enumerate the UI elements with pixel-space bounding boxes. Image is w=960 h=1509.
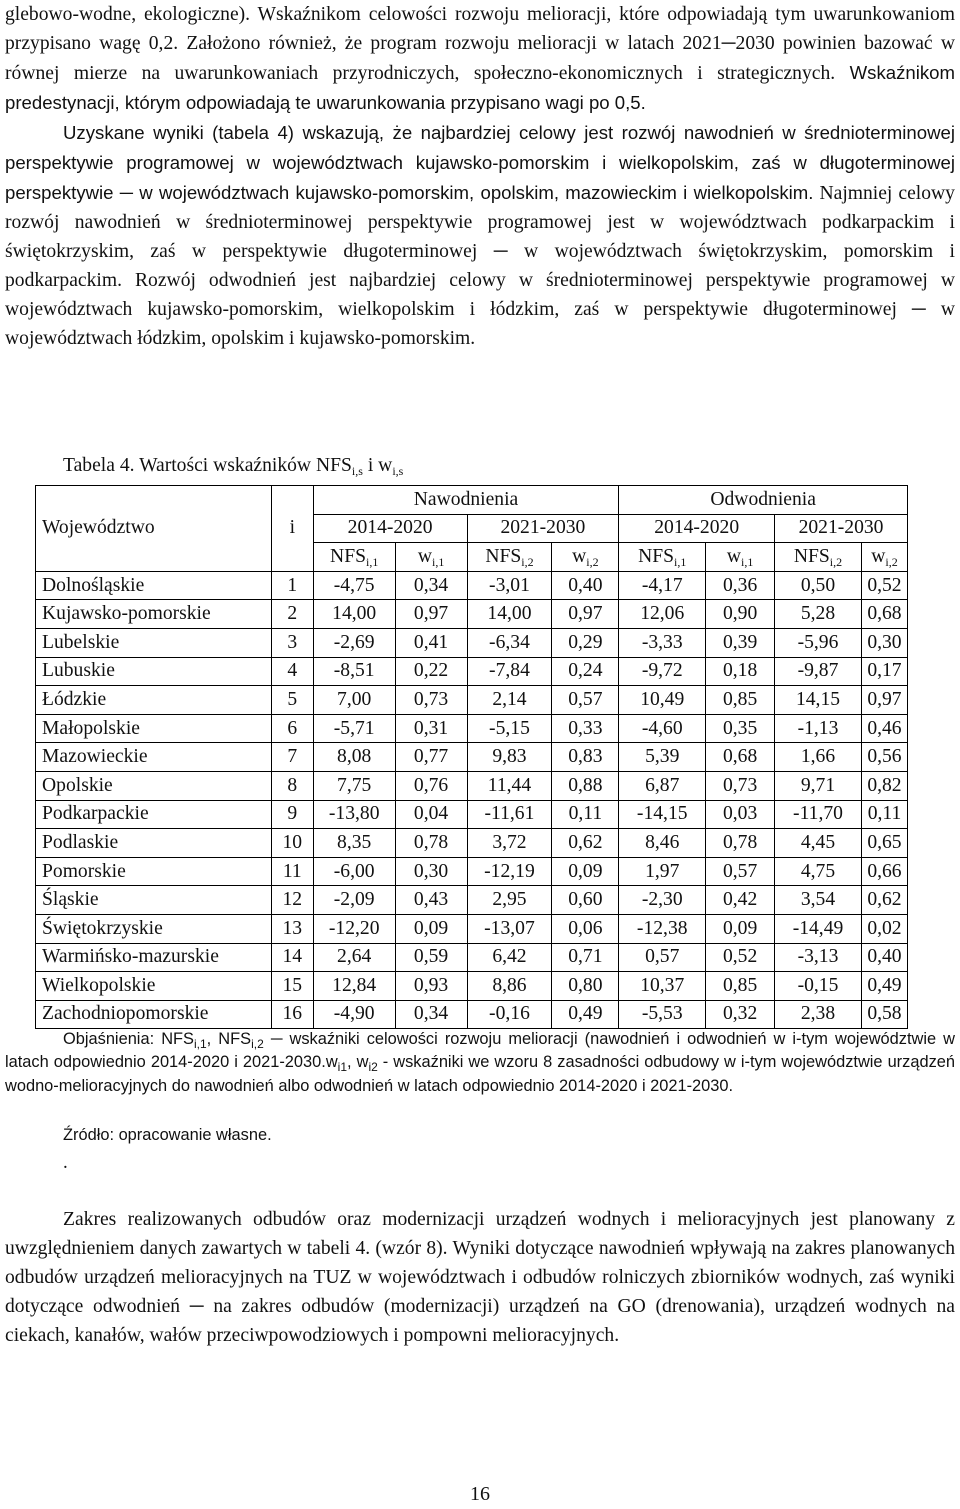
cell-value: -11,70 [775,800,862,829]
cell-value: -0,16 [467,1000,552,1029]
header-nfs-i1: $NFS_{i,1}$ [313,543,395,572]
cell-value: 2,38 [775,1000,862,1029]
cell-index: 4 [271,657,313,686]
cell-index: 11 [271,857,313,886]
cell-value: 0,36 [706,571,775,600]
cell-value: 0,40 [861,943,907,972]
cell-value: -3,33 [619,628,706,657]
cell-index: 3 [271,628,313,657]
cell-value: -6,34 [467,628,552,657]
cell-value: -3,13 [775,943,862,972]
cell-value: 0,77 [395,743,467,772]
cell-value: 0,57 [706,857,775,886]
cell-value: -5,15 [467,714,552,743]
header-w-i1: $w_{i,1}$ [395,543,467,572]
cell-value: -4,17 [619,571,706,600]
cell-value: 0,32 [706,1000,775,1029]
cell-wojewodztwo: Śląskie [36,886,272,915]
cell-wojewodztwo: Warmińsko-mazurskie [36,943,272,972]
cell-value: 0,09 [552,857,619,886]
table-row [36,628,908,657]
cell-value: 14,15 [775,686,862,715]
header-nawodnienia: Nawodnienia [313,486,619,515]
cell-value: 0,03 [706,800,775,829]
cell-value: 0,83 [552,743,619,772]
cell-index: 10 [271,829,313,858]
table-row [36,600,908,629]
paragraph-results-text-a: Uzyskane wyniki (tabela 4) wskazują, że najbardziej celowy jest rozwój nawodnień w średnioterminowej perspektywie programowej w województwach kujawsko-pomorskim i wielkopolskim, zaś w długoterminowej perspektywie ─ w województwach kujawsko-pomorskim, opolskim, mazowieckim i wielkopolskim. [5,122,955,203]
cell-value: 1,97 [619,857,706,886]
table-row [36,714,908,743]
cell-value: -1,13 [775,714,862,743]
cell-value: -12,20 [313,914,395,943]
cell-value: -11,61 [467,800,552,829]
header-nfs-i2: $NFS_{i,2}$ [467,543,552,572]
cell-value: 2,64 [313,943,395,972]
cell-wojewodztwo: Wielkopolskie [36,972,272,1001]
header-naw-period2: 2021-2030 [467,514,619,543]
cell-value: 7,75 [313,771,395,800]
table-row [36,571,908,600]
paragraph-scope [5,1205,955,1350]
cell-value: 4,45 [775,829,862,858]
header-odw-period1: 2014-2020 [619,514,775,543]
cell-value: -13,80 [313,800,395,829]
table-row [36,657,908,686]
cell-index: 15 [271,972,313,1001]
cell-value: 0,68 [706,743,775,772]
cell-index: 9 [271,800,313,829]
header-naw-period1: 2014-2020 [313,514,467,543]
cell-value: 0,11 [552,800,619,829]
table-4 [35,485,908,1029]
cell-value: -9,87 [775,657,862,686]
cell-value: 0,33 [552,714,619,743]
cell-value: 0,34 [395,1000,467,1029]
cell-index: 1 [271,571,313,600]
cell-value: 0,11 [861,800,907,829]
cell-value: 2,14 [467,686,552,715]
cell-value: 0,59 [395,943,467,972]
cell-value: -8,51 [313,657,395,686]
table-caption: Tabela 4. Wartości wskaźników $NFS_{i,s}$ i $w_{i,s}$ [63,455,404,478]
cell-value: 9,83 [467,743,552,772]
cell-value: -13,07 [467,914,552,943]
cell-value: 12,06 [619,600,706,629]
cell-value: 0,30 [861,628,907,657]
cell-value: -4,90 [313,1000,395,1029]
paragraph-results-text-b: Najmniej celowy rozwój nawodnień w średnioterminowej perspektywie programowej jest w województwach podkarpackim i świętokrzyskim, zaś w perspektywie długoterminowej ─ w województwach świętokrzyskim, pomorskim i podkarpackim. Rozwój odwodnień jest najbardziej celowy w średnioterminowej perspektywie programowej w województwach kujawsko-pomorskim, wielkopolskim i łódzkim, zaś w perspektywie długoterminowej ─ w województwach łódzkim, opolskim i kujawsko-pomorskim. [5,183,955,349]
cell-wojewodztwo: Lubelskie [36,628,272,657]
cell-value: 0,52 [861,571,907,600]
header-w-i2-odw: $w_{i,2}$ [861,543,907,572]
paragraph-scope-text: Zakres realizowanych odbudów oraz modernizacji urządzeń wodnych i melioracyjnych jest planowany z uwzględnieniem danych zawartych w tabeli 4. (wzór 8). Wyniki dotyczące nawodnień wpływają na zakres planowanych odbudów urządzeń melioracyjnych na TUZ w województwach i odbudów rolniczych zbiorników wodnych, zaś wyniki dotyczące odwodnień ─ na zakres odbudów (modernizacji) urządzeń na GO (drenowania), urządzeń wodnych na ciekach, kanałów, wałów przeciwpowodziowych i pompowni melioracyjnych. [5,1209,955,1346]
cell-index: 6 [271,714,313,743]
cell-wojewodztwo: Małopolskie [36,714,272,743]
page-number: 16 [470,1483,490,1505]
cell-index: 2 [271,600,313,629]
cell-index: 8 [271,771,313,800]
cell-value: 9,71 [775,771,862,800]
table-source: Źródło: opracowanie własne. [63,1126,272,1144]
cell-value: 0,66 [861,857,907,886]
cell-value: 0,73 [706,771,775,800]
cell-wojewodztwo: Mazowieckie [36,743,272,772]
cell-value: 0,18 [706,657,775,686]
cell-value: 0,31 [395,714,467,743]
cell-value: 0,97 [552,600,619,629]
paragraph-weights-text-b: Wskaźnikom predestynacji, którym odpowiadają te uwarunkowania przypisano wagi po 0,5. [5,62,955,113]
cell-value: 0,97 [395,600,467,629]
cell-value: 6,87 [619,771,706,800]
cell-wojewodztwo: Zachodniopomorskie [36,1000,272,1029]
cell-value: -4,60 [619,714,706,743]
cell-index: 13 [271,914,313,943]
cell-value: 0,50 [775,571,862,600]
cell-value: -5,53 [619,1000,706,1029]
header-odwodnienia: Odwodnienia [619,486,908,515]
cell-value: 0,93 [395,972,467,1001]
cell-value: 0,88 [552,771,619,800]
cell-value: 0,43 [395,886,467,915]
cell-value: 0,78 [395,829,467,858]
cell-wojewodztwo: Podkarpackie [36,800,272,829]
cell-value: 6,42 [467,943,552,972]
cell-value: 0,90 [706,600,775,629]
cell-value: 0,85 [706,972,775,1001]
cell-value: 0,78 [706,829,775,858]
cell-value: 5,39 [619,743,706,772]
cell-value: 0,39 [706,628,775,657]
cell-value: 0,52 [706,943,775,972]
header-i: i [271,486,313,572]
cell-value: 0,49 [861,972,907,1001]
cell-value: 0,09 [395,914,467,943]
cell-value: 8,46 [619,829,706,858]
cell-value: -2,09 [313,886,395,915]
cell-value: 10,49 [619,686,706,715]
cell-value: -5,71 [313,714,395,743]
table-row [36,857,908,886]
cell-value: 0,97 [861,686,907,715]
cell-wojewodztwo: Opolskie [36,771,272,800]
cell-value: 1,66 [775,743,862,772]
cell-value: 0,76 [395,771,467,800]
header-odw-period2: 2021-2030 [775,514,908,543]
cell-value: 7,00 [313,686,395,715]
cell-value: -9,72 [619,657,706,686]
cell-value: -12,38 [619,914,706,943]
cell-value: 0,34 [395,571,467,600]
cell-value: -0,15 [775,972,862,1001]
cell-value: -7,84 [467,657,552,686]
table-row [36,1000,908,1029]
cell-value: 0,65 [861,829,907,858]
cell-value: -12,19 [467,857,552,886]
cell-value: 3,72 [467,829,552,858]
cell-value: 0,57 [552,686,619,715]
cell-value: -2,30 [619,886,706,915]
cell-value: 0,73 [395,686,467,715]
cell-value: 12,84 [313,972,395,1001]
table-row [36,829,908,858]
cell-value: 0,58 [861,1000,907,1029]
cell-value: 0,02 [861,914,907,943]
header-w-i1-odw: $w_{i,1}$ [706,543,775,572]
cell-value: 8,35 [313,829,395,858]
table-row [36,943,908,972]
cell-value: 3,54 [775,886,862,915]
cell-value: 0,40 [552,571,619,600]
stray-dot: . [63,1152,68,1173]
table-notes: Objaśnienia: $NFS_{i,1}$, $NFS_{i,2}$ ─ wskaźniki celowości rozwoju melioracji (nawodnień i odwodnień w i-tym województwie w latach odpowiednio 2014-2020 i $2021-2030.w_{i1}$, $w_{i2}$ - wskaźniki we wzoru 8 zasadności odbudowy w i-tym województwie urządzeń wodno-melioracyjnych do nawodnień albo odwodnień w latach odpowiednio 2014-2020 i 2021-2030. [5,1030,956,1095]
header-nfs-i2-odw: $NFS_{i,2}$ [775,543,862,572]
cell-value: 0,09 [706,914,775,943]
paragraph-weights [5,0,955,353]
cell-wojewodztwo: Pomorskie [36,857,272,886]
paragraph-weights-text-a: glebowo-wodne, ekologiczne). Wskaźnikom celowości rozwoju melioracji, które odpowiadają tym uwarunkowaniom przypisano wagę 0,2. Założono również, że program rozwoju melioracji w latach 2021─2030 powinien bazować w równej mierze na uwarunkowaniach przyrodniczych, społeczno-ekonomicznych i strategicznych. [5,4,955,84]
cell-value: 8,86 [467,972,552,1001]
cell-value: 2,95 [467,886,552,915]
cell-value: 0,85 [706,686,775,715]
table-body [36,571,908,1029]
table-row [36,686,908,715]
cell-index: 12 [271,886,313,915]
cell-value: 0,41 [395,628,467,657]
cell-value: 0,22 [395,657,467,686]
table-row [36,972,908,1001]
cell-value: 4,75 [775,857,862,886]
cell-value: 0,57 [619,943,706,972]
cell-value: -4,75 [313,571,395,600]
cell-index: 14 [271,943,313,972]
header-wojewodztwo: Województwo [36,486,272,572]
cell-value: -14,15 [619,800,706,829]
cell-index: 7 [271,743,313,772]
cell-wojewodztwo: Dolnośląskie [36,571,272,600]
cell-wojewodztwo: Świętokrzyskie [36,914,272,943]
cell-value: -6,00 [313,857,395,886]
cell-value: 0,56 [861,743,907,772]
cell-value: -3,01 [467,571,552,600]
cell-value: 5,28 [775,600,862,629]
cell-value: 14,00 [467,600,552,629]
cell-value: 0,62 [552,829,619,858]
cell-index: 5 [271,686,313,715]
cell-value: 0,60 [552,886,619,915]
cell-value: 11,44 [467,771,552,800]
table-row [36,886,908,915]
cell-value: 0,68 [861,600,907,629]
cell-wojewodztwo: Podlaskie [36,829,272,858]
cell-value: 0,30 [395,857,467,886]
cell-value: 0,17 [861,657,907,686]
cell-value: -14,49 [775,914,862,943]
header-nfs-i1-odw: $NFS_{i,1}$ [619,543,706,572]
table-row [36,771,908,800]
cell-wojewodztwo: Łódzkie [36,686,272,715]
cell-index: 16 [271,1000,313,1029]
cell-value: 0,62 [861,886,907,915]
cell-value: 0,46 [861,714,907,743]
cell-value: 8,08 [313,743,395,772]
cell-value: 10,37 [619,972,706,1001]
cell-value: 14,00 [313,600,395,629]
cell-value: 0,80 [552,972,619,1001]
cell-value: 0,71 [552,943,619,972]
cell-value: -2,69 [313,628,395,657]
table-row [36,800,908,829]
cell-wojewodztwo: Kujawsko-pomorskie [36,600,272,629]
cell-value: 0,49 [552,1000,619,1029]
header-w-i2: $w_{i,2}$ [552,543,619,572]
cell-value: 0,82 [861,771,907,800]
table-row [36,914,908,943]
cell-wojewodztwo: Lubuskie [36,657,272,686]
cell-value: 0,06 [552,914,619,943]
cell-value: 0,04 [395,800,467,829]
cell-value: 0,24 [552,657,619,686]
cell-value: -5,96 [775,628,862,657]
cell-value: 0,35 [706,714,775,743]
table-row [36,743,908,772]
cell-value: 0,42 [706,886,775,915]
cell-value: 0,29 [552,628,619,657]
